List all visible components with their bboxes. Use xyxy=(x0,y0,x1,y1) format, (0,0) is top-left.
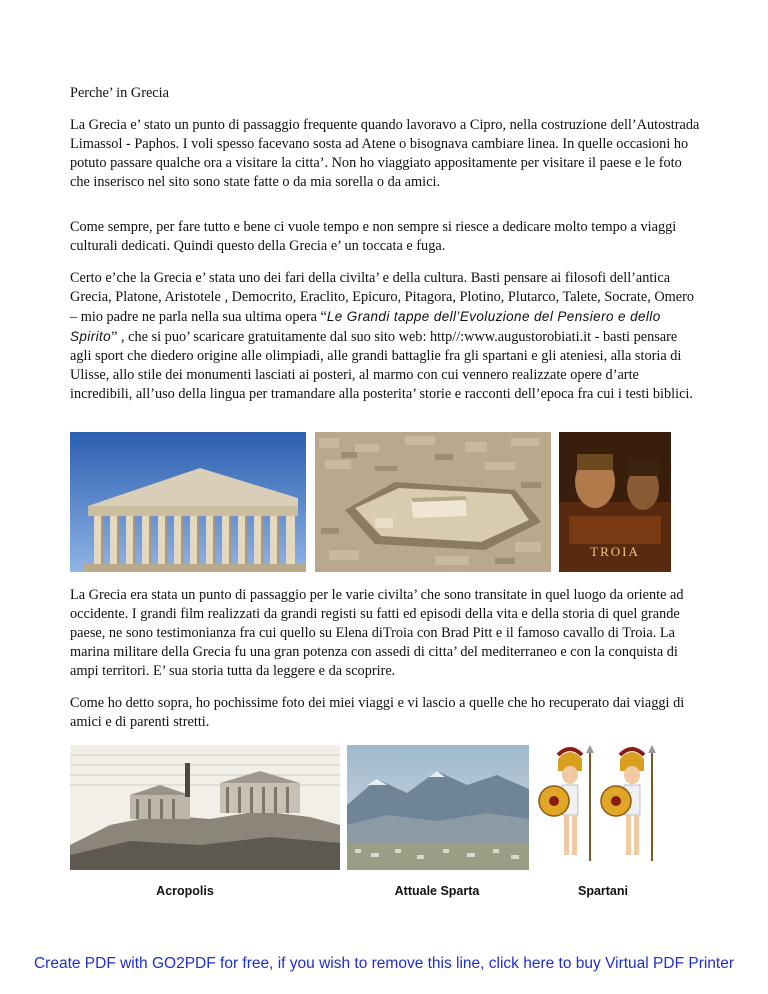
troia-movie-poster xyxy=(559,432,671,572)
paragraph-culture-part2: ” , che si puo’ scaricare gratuitamente dal suo sito web: http//:www.augustorobiati.it - basti pensare agli sport che diedero origine alle olimpiadi, alle grandi battaglie fra gli spartani e gli ateniesi, alla storia di Ulisse, allo stile dei monumenti lasciati ai posteri, al marmo con cui vennero realizzate opere d’arte incredibili, all’uso della lingua per tramandare alla posterita’ storie e racconti dell’epoca fra cui i testi biblici. xyxy=(70,329,693,402)
book-title: Le Grandi tappe dell’Evoluzione del Pensiero e dello Spirito xyxy=(70,309,661,344)
paragraph-civilization: La Grecia era stata un punto di passaggio per le varie civilta’ che sono transitate in quel luogo da oriente ad occidente. I grandi film realizzati da grandi registi su fatti ed episodi della vita e della storia di quel grande paese, ne sono testimonianza fra cui quello su Elena diTroia con Brad Pitt e il famoso cavallo di Troia. La marina militare della Grecia fu una gran potenza con assedi di citta’ del mediterraneo e con la conquista di ampi territori. E’ sua storia tutta da leggere e da scoprire. xyxy=(70,587,684,679)
caption-acropolis: Acropolis xyxy=(156,884,214,898)
go2pdf-footer-link[interactable]: Create PDF with GO2PDF for free, if you wish to remove this line, click here to buy Virtual PDF Printer xyxy=(33,955,735,972)
paragraph-photos: Come ho detto sopra, ho pochissime foto dei miei viaggi e vi lascio a quelle che ho recuperato dai viaggi di amici e di parenti stretti. xyxy=(70,695,685,730)
poster-title: TROIA xyxy=(590,544,640,559)
paragraph-cyprus: La Grecia e’ stato un punto di passaggio frequente quando lavoravo a Cipro, nella costruzione dell’Autostrada Limassol - Paphos. I voli spesso facevano sosta ad Atene o bisognava cambiare linea. In quelle occasioni ho potuto passare qualche ora a visitare la citta’. Non ho viaggiato appositamente per visitare il paese e le foto che inserisco nel sito sono state fatte o da mia sorella o da amici. xyxy=(70,117,700,190)
document-title: Perche’ in Grecia xyxy=(70,85,169,101)
spartans-illustration xyxy=(536,745,666,870)
caption-spartans: Spartani xyxy=(577,884,628,898)
paragraph-culture xyxy=(70,269,702,404)
acropolis-aerial-photo xyxy=(315,432,551,572)
paragraph-time: Come sempre, per fare tutto e bene ci vuole tempo e non sempre si riesce a dedicare molto tempo a viaggi culturali dedicati. Quindi questo della Grecia e’ un toccata e fuga. xyxy=(70,219,677,254)
acropolis-engraving-image xyxy=(70,745,340,870)
sparta-landscape-photo xyxy=(347,745,529,870)
parthenon-photo xyxy=(70,432,306,572)
caption-sparta: Attuale Sparta xyxy=(394,884,480,898)
paragraph-culture-part1: Certo e’che la Grecia e’ stata uno dei fari della civilta’ e della cultura. Basti pensare ai filosofi dell’antica Grecia, Platone, Aristotele , Democrito, Eraclito, Epicuro, Pitagora, Plotino, Plutarco, Talete, Socrate, Omero – mio padre ne parla nella sua ultima opera “ xyxy=(70,270,695,325)
